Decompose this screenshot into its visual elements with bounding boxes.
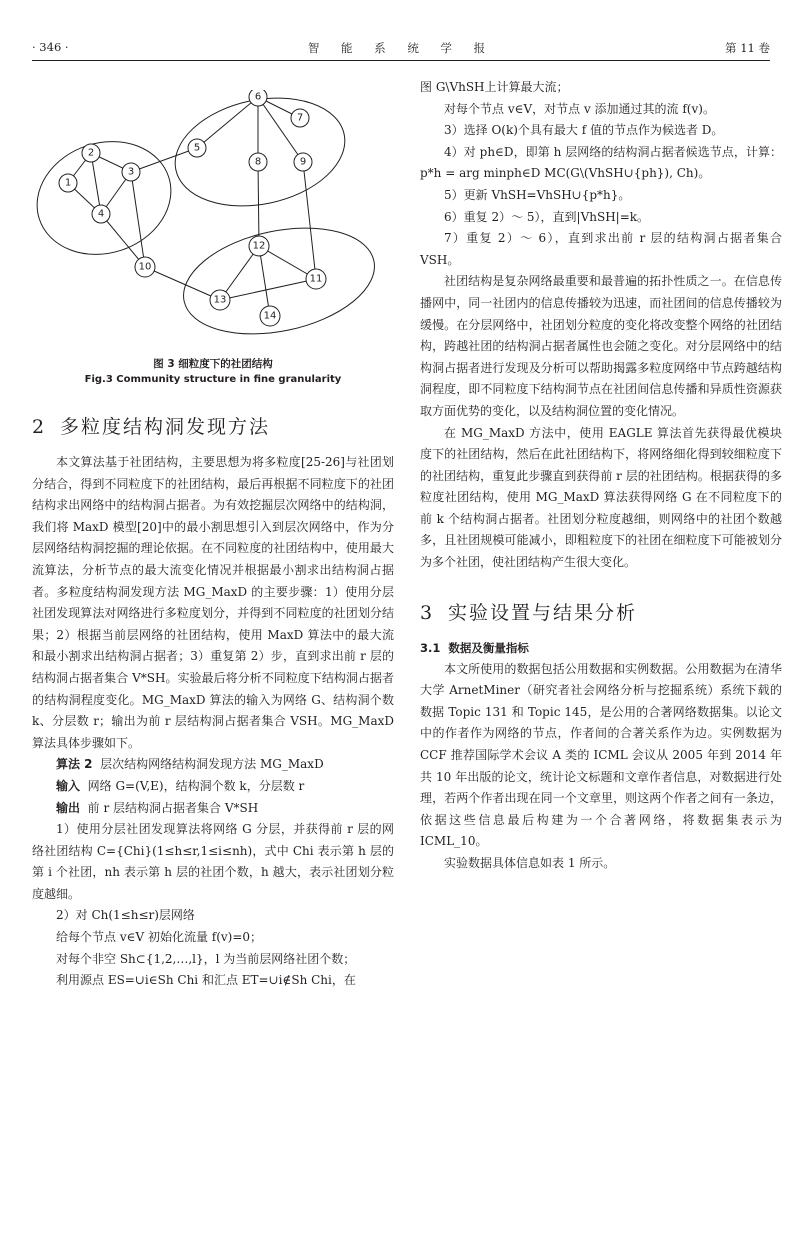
section-title: 多粒度结构洞发现方法: [60, 416, 271, 438]
node-8: [249, 153, 267, 171]
algorithm-name: 层次结构网络结构洞发现方法 MG_MaxD: [100, 757, 324, 772]
node-13: [210, 290, 230, 310]
svg-text:4: 4: [97, 208, 105, 220]
edge-10-13: [145, 267, 220, 300]
paragraph: 本文所使用的数据包括公用数据和实例数据。公用数据为在清华大学 ArnetMiner（研究者社会网络分析与挖掘系统）系统下载的数据 Topic 131 和 Topic 145，是公用的合著网络数据集。以论文中的作者作为网络的节点，作者间的合著关系作为边。实例数据为 CCF 推荐国际学术会议 A 类的 ICML 会议从 2005 年到 2014 年共 10 年出版的论文，统计论文标题和文章作者信息，对数据进行处理，若两个作者出现在同一个文章里，则这两个作者之间有一条边，依据这些信息最后构建为一个合著网络，将数据集表示为 ICML_10。: [420, 661, 782, 849]
algorithm-step: 7）重复 2）～ 6），直到求出前 r 层的结构洞占据者集合 VSH。: [420, 231, 782, 267]
svg-text:5: 5: [193, 142, 201, 154]
algorithm-step: 对每个非空 Sh⊂{1,2,…,l}，l 为当前层网络社团个数；: [56, 951, 356, 966]
algorithm-step: 1）使用分层社团发现算法将网络 G 分层，并获得前 r 层的网络社团结构 C={Chi}(1≤h≤r,1≤i≤nh)，式中 Chi 表示第 h 层的第 i 个社团，nh 表示第 h 层的社团个数，h 越大，表示社团划分粒度越细。: [32, 822, 394, 901]
node-5: [188, 139, 206, 157]
algorithm-label: 算法 2: [56, 757, 93, 772]
paragraph: 在 MG_MaxD 方法中，使用 EAGLE 算法首先获得最优模块度下的社团结构，然后在此社团结构下，将网络细化得到较细粒度下的社团结构，重复此步骤直到获得前 r 层的社团结构。根据获得的多粒度社团结构，使用 MG_MaxD 算法获得网络 G 在不同粒度下的前 k 个结构洞占据者。社团划分粒度越细，则网络中的社团个数越多，且社团规模可能减小，即粗粒度下的社团在细粒度下可能被划分为多个社团，使社团结构产生很大变化。: [420, 425, 782, 570]
algorithm-input: [32, 776, 394, 798]
edge-8-12: [258, 162, 259, 246]
svg-text:8: 8: [254, 156, 262, 168]
node-3: [122, 163, 140, 181]
right-column: [420, 77, 782, 875]
algorithm-title: [32, 754, 394, 776]
section-2-heading: [32, 414, 394, 440]
subsection-number: 3.1: [420, 640, 441, 655]
node-12: [249, 236, 269, 256]
svg-text:9: 9: [299, 156, 307, 168]
svg-text:10: 10: [138, 261, 152, 273]
running-header: [0, 40, 802, 60]
node-10: [135, 257, 155, 277]
figure-caption-cn: 图 3 细粒度下的社团结构: [153, 358, 273, 370]
left-column: [32, 74, 394, 992]
svg-text:13: 13: [213, 294, 227, 306]
node-7: [291, 109, 309, 127]
output-label: 输出: [56, 800, 81, 815]
svg-text:7: 7: [296, 112, 304, 124]
algorithm-step: 5）更新 VhSH=VhSH∪{p*h}。: [444, 187, 631, 202]
paragraph: 实验数据具体信息如表 1 所示。: [444, 856, 616, 870]
edge-6-9: [258, 97, 303, 162]
edge-3-5: [131, 148, 197, 172]
subsection-3-1-heading: [420, 638, 782, 659]
page-number: · 346 ·: [32, 40, 69, 54]
algorithm-step: 4）对 ph∈D，即第 h 层网络的结构洞占据者候选节点，计算：p*h = arg minph∈D MC(G\(VhSH∪{ph}), Ch)。: [420, 144, 782, 181]
community-ellipses: [32, 90, 384, 338]
section-number: 2: [32, 416, 47, 438]
svg-text:11: 11: [309, 273, 323, 285]
svg-text:14: 14: [263, 310, 277, 322]
community-ellipse-left: [32, 125, 186, 272]
input-label: 输入: [56, 778, 81, 793]
algorithm-step: 2）对 Ch(1≤h≤r)层网络: [56, 908, 195, 923]
algorithm-step: 给每个节点 v∈V 初始化流量 f(v)=0；: [56, 930, 263, 945]
paragraph: 社团结构是复杂网络最重要和最普遍的拓扑性质之一。在信息传播网中，同一社团内的信息传播较为迅速，而社团间的信息传播较为缓慢。在分层网络中，社团划分粒度的变化将改变整个网络的社团结构，跨越社团的结构洞占据者属性也会随之变化。对分层网络中的结构洞占据者进行发现及分析可以帮助揭露多粒度网络中节点跨越结构洞程度，即不同粒度下结构洞节点在社团间信息传播和异质性资源获取方面优势的变化，以及结构洞位置的变化情况。: [420, 274, 782, 418]
figure-3: [32, 90, 394, 338]
community-graph: [32, 90, 394, 338]
volume-number: 第 11 卷: [725, 41, 770, 55]
algorithm-step: 3）选择 O(k)个具有最大 f 值的节点作为候选者 D。: [444, 123, 724, 138]
section-3-heading: [420, 600, 782, 626]
section-title: 实验设置与结果分析: [448, 601, 638, 624]
section-number: 3: [420, 601, 435, 624]
algorithm-output: [32, 798, 394, 820]
node-1: [59, 174, 77, 192]
journal-title: 智 能 系 统 学 报: [307, 41, 495, 55]
node-11: [306, 269, 326, 289]
edge-12-14: [259, 246, 270, 316]
edge-9-11: [303, 162, 316, 279]
node-14: [260, 306, 280, 326]
algorithm-step: 图 G\VhSH上计算最大流；: [420, 80, 569, 94]
svg-text:1: 1: [64, 177, 72, 189]
input-text: 网络 G=(V,E)，结构洞个数 k，分层数 r: [87, 778, 305, 793]
svg-text:2: 2: [87, 147, 95, 159]
svg-text:6: 6: [254, 91, 262, 103]
node-4: [92, 205, 110, 223]
svg-text:12: 12: [252, 240, 266, 252]
node-2: [82, 144, 100, 162]
algorithm-step: 对每个节点 v∈V，对节点 v 添加通过其的流 f(v)。: [444, 101, 715, 116]
algorithm-step: 利用源点 ES=∪i∈Sh Chi 和汇点 ET=∪i∉Sh Chi，在: [56, 973, 356, 988]
node-6: [249, 90, 267, 106]
paragraph: 本文算法基于社团结构，主要思想为将多粒度[25-26]与社团划分结合，得到不同粒度下的社团结构，最后再根据不同粒度下的社团结构求出网络中的结构洞占据者。为有效挖掘层次网络中的结构洞，我们将 MaxD 模型[20]中的最小割思想引入到层次网络中，作为分层网络结构洞挖掘的理论依据。在不同粒度的社团结构中，使用最大流算法，分析节点的最大流变化情况并根据最小割求出结构洞占据者。多粒度结构洞发现方法 MG_MaxD 的主要步骤：1）使用分层社团发现算法对网络进行多粒度划分，并得到不同粒度的社团划分结果；2）根据当前层网络的社团结构，使用 MaxD 算法中的最大流和最小割求出结构洞占据者；3）重复第 2）步，直到求出前 r 层的结构洞占据者集合 V*SH。实验最后将分析不同粒度下结构洞占据者的结构洞程度变化。MG_MaxD 算法的输入为网络 G、结构洞个数 k、分层数 r；输出为前 r 层结构洞占据者集合 VSH。MG_MaxD算法具体步骤如下。: [32, 455, 394, 750]
figure-caption-en: Fig.3 Community structure in fine granularity: [84, 374, 342, 385]
header-rule: [32, 60, 770, 61]
edge-5-6: [197, 97, 258, 148]
svg-text:3: 3: [127, 166, 135, 178]
edge-13-11: [220, 279, 316, 300]
node-9: [294, 153, 312, 171]
subsection-title: 数据及衡量指标: [448, 640, 529, 655]
algorithm-step: 6）重复 2）～ 5），直到|VhSH|=k。: [444, 209, 650, 224]
output-text: 前 r 层结构洞占据者集合 V*SH: [87, 800, 259, 815]
